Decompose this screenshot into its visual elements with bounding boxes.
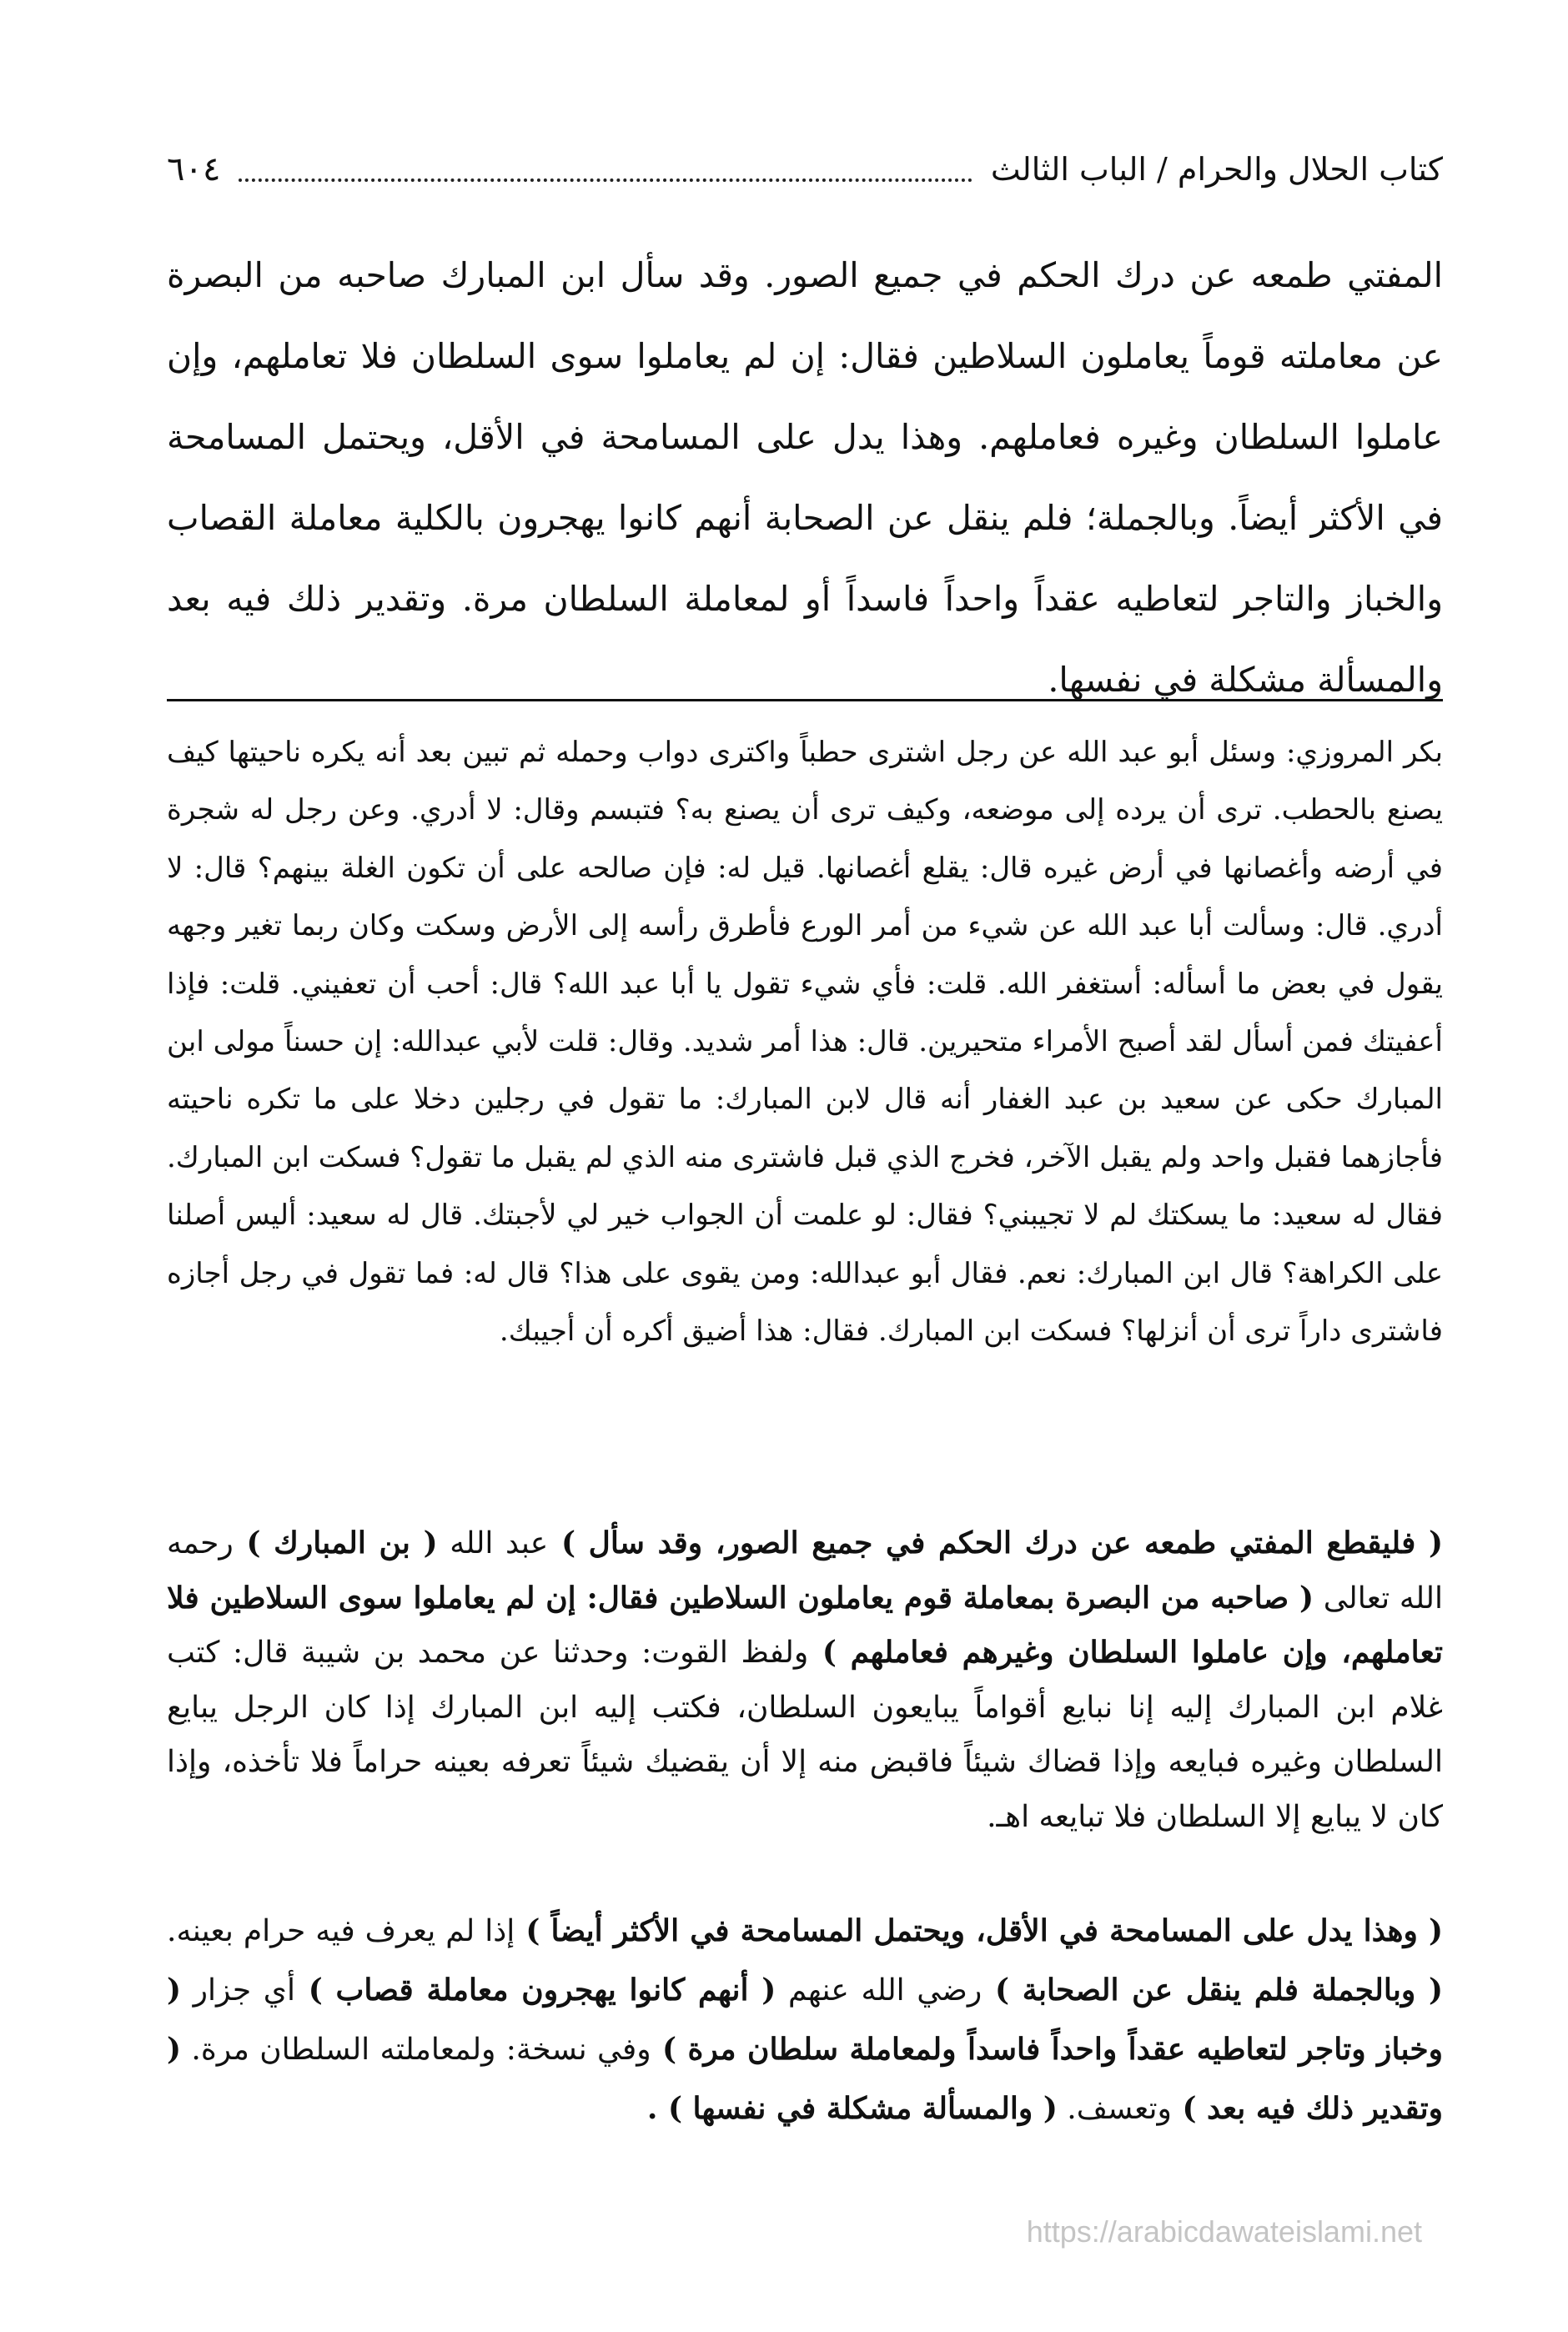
- quoted-matn-text: ( صاحبه من البصرة بمعاملة قوم يعاملون السلاطين فقال: إن لم يعاملوا سوى السلاطين فلا تعاملهم، وإن عاملوا السلطان وغيرهم فعاملهم ): [167, 1580, 1443, 1670]
- quoted-matn-text: ( وهذا يدل على المسامحة في الأقل، ويحتمل المسامحة في الأكثر أيضاً ): [515, 1913, 1443, 1948]
- quoted-matn-text: ( أنهم كانوا يهجرون معاملة قصاب ): [294, 1973, 776, 2008]
- quoted-matn-text: ( بن المبارك ): [233, 1525, 438, 1561]
- quoted-matn-text: ( وخباز وتاجر لتعاطيه عقداً واحداً فاسداً ولمعاملة سلطان مرة ): [167, 1973, 1443, 2067]
- running-title: كتاب الحلال والحرام / الباب الثالث: [990, 151, 1443, 188]
- commentary-paragraph-1: [167, 1516, 1443, 1844]
- commentary-text: وتعسف.: [1057, 2092, 1172, 2126]
- quoted-matn-text: ( فليقطع المفتي طمعه عن درك الحكم في جميع الصور، وقد سأل ): [548, 1525, 1443, 1561]
- quoted-matn-text: ( والمسألة مشكلة في نفسها ) .: [646, 2091, 1058, 2126]
- page-number: ٦٠٤: [167, 150, 221, 188]
- footnote-paragraph: بكر المروزي: وسئل أبو عبد الله عن رجل اشترى حطباً واكترى دواب وحمله ثم تبين بعد أنه يكره ناحيتها كيف يصنع بالحطب. ترى أن يرده إلى موضعه، وكيف ترى أن يصنع به؟ فتبسم وقال: لا أدري. وعن رجل له شجرة في أرضه وأغصانها في أرض غيره قال: يقلع أغصانها. قيل له: فإن صالحه على أن تكون الغلة بينهم؟ قال: لا أدري. قال: وسألت أبا عبد الله عن شيء من أمر الورع فأطرق رأسه إلى الأرض وسكت وكان ربما تغير وجهه يقول في بعض ما أسأله: أستغفر الله. قلت: فأي شيء تقول يا أبا عبد الله؟ قال: أحب أن تعفيني. قلت: فإذا أعفيتك فمن أسأل لقد أصبح الأمراء متحيرين. قال: هذا أمر شديد. وقال: قلت لأبي عبدالله: إن حسناً مولى ابن المبارك حكى عن سعيد بن عبد الغفار أنه قال لابن المبارك: ما تقول في رجلين دخلا على ما تكره ناحيته فأجازهما فقبل واحد ولم يقبل الآخر، فخرج الذي قبل فاشترى منه الذي لم يقبل ما تقول؟ فسكت ابن المبارك. فقال له سعيد: ما يسكتك لم لا تجيبني؟ فقال: لو علمت أن الجواب خير لي لأجبتك. قال له سعيد: أليس أصلنا على الكراهة؟ قال ابن المبارك: نعم. فقال أبو عبدالله: ومن يقوى على هذا؟ قال له: فما تقول في رجل أجازه فاشترى داراً ترى أن أنزلها؟ فسكت ابن المبارك. فقال: هذا أضيق أكره أن أجيبك.: [167, 736, 1443, 1349]
- commentary-paragraph-2: [167, 1902, 1443, 2139]
- commentary-text: عبد الله: [437, 1526, 549, 1561]
- footnote-separator: [167, 699, 1443, 701]
- header-dotted-leader: [239, 157, 972, 182]
- page-header: [167, 140, 1443, 199]
- main-text-paragraph: المفتي طمعه عن درك الحكم في جميع الصور. وقد سأل ابن المبارك صاحبه من البصرة عن معاملته قوماً يعاملون السلاطين فقال: إن لم يعاملوا سوى السلطان فلا تعاملهم، وإن عاملوا السلطان وغيره فعاملهم. وهذا يدل على المسامحة في الأقل، ويحتمل المسامحة في الأكثر أيضاً. وبالجملة؛ فلم ينقل عن الصحابة أنهم كانوا يهجرون بالكلية معاملة القصاب والخباز والتاجر لتعاطيه عقداً واحداً فاسداً أو لمعاملة السلطان مرة. وتقدير ذلك فيه بعد والمسألة مشكلة في نفسها.: [167, 255, 1443, 700]
- watermark-url: https://arabicdawateislami.net: [1026, 2214, 1422, 2249]
- commentary-text: إذا لم يعرف فيه حرام بعينه.: [167, 1914, 515, 1948]
- commentary-text: ولفظ القوت: وحدثنا عن محمد بن شيبة قال: كتب غلام ابن المبارك إليه إنا نبايع أقواماً يبايعون السلطان، فكتب إليه ابن المبارك إذا كان الرجل يبايع السلطان وغيره فبايعه وإذا قضاك شيئاً فاقبض منه إلا أن يقضيك شيئاً تعرفه بعينه حراماً فلا تأخذه، وإذا كان لا يبايع إلا السلطان فلا تبايعه اهـ.: [167, 1636, 1443, 1834]
- quoted-matn-text: ( وبالجملة فلم ينقل عن الصحابة ): [982, 1973, 1444, 2008]
- commentary-text: رحمه الله تعالى: [167, 1526, 1444, 1616]
- quoted-matn-text: ( وتقدير ذلك فيه بعد ): [167, 2032, 1443, 2126]
- commentary-text: أي جزار: [181, 1973, 295, 2008]
- commentary-text: رضي الله عنهم: [776, 1973, 983, 2008]
- commentary-text: وفي نسخة: ولمعاملته السلطان مرة.: [181, 2033, 651, 2067]
